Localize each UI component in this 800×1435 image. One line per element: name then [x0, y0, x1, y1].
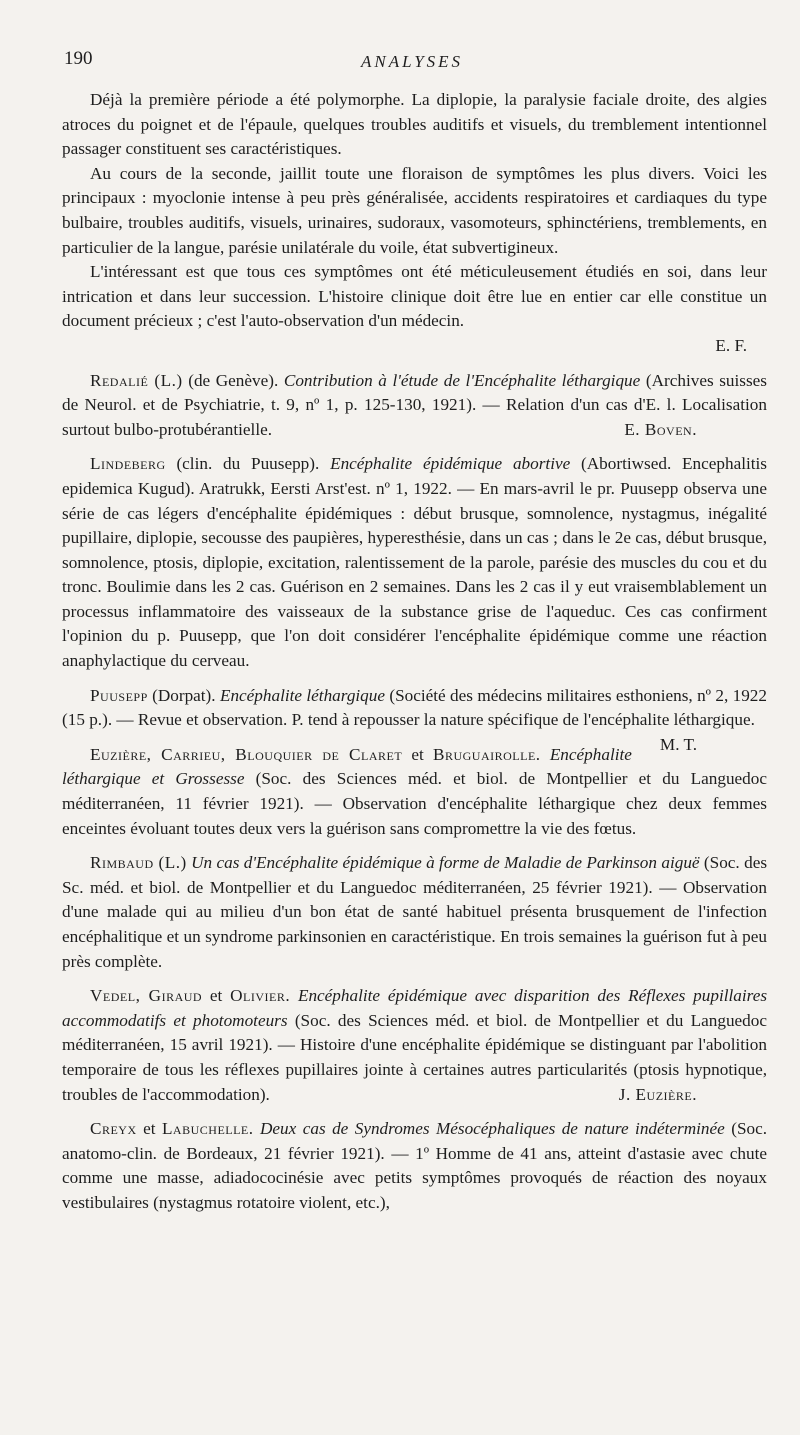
paragraph: Déjà la première période a été polymorphe. La diplopie, la paralysie faciale droite, des algies atroces du poignet et de l'épaule, quelques troubles auditifs et visuels, du tremblement intentionnel passager constituent ses caractéristiques.	[62, 90, 767, 159]
entry-signature: M. T.	[659, 734, 697, 754]
entry-author: Creyx	[90, 1119, 137, 1139]
entry-author: Rimbaud (L.)	[90, 853, 187, 873]
entry-pre: (clin. du Puusepp).	[165, 454, 331, 474]
entry-signature: J. Euzière.	[618, 1084, 697, 1104]
entry-pre: et	[136, 1119, 162, 1139]
entry-author: Euzière, Carrieu, Blouquier de Claret	[90, 744, 403, 764]
paragraph: Au cours de la seconde, jaillit toute une floraison de symptômes les plus divers. Voici les principaux : myoclonie intense à peu près généralisée, accidents respiratoires et cardiaques du type bulbaire, troubles auditifs, visuels, urinaires, sudoraux, vasomoteurs, sphinctériens, tremblements, en particulier de la langue, parésie unilatérale du voile, état subvertigineux.	[62, 163, 767, 257]
entry-author-2: Labuchelle.	[161, 1119, 254, 1139]
paragraph: L'intéressant est que tous ces symptômes ont été méticuleusement étudiés en soi, dans leur intrication et dans leur succession. L'histoire clinique doit être lue en entier car elle constitue un document précieux ; c'est l'auto-observation d'un médecin.	[62, 262, 767, 331]
entry-body: (Soc. anatomo-clin. de Bordeaux, 21 février 1921). — 1º Homme de 41 ans, atteint d'astasie avec chute comme une masse, adiadococinésie avec petits symptômes provoqués de réaction des noyaux vestibulaires (nystagmus rotatoire violent, etc.),	[62, 1119, 768, 1212]
entry-author: Vedel, Giraud	[90, 986, 203, 1006]
entry-title: Encéphalite épidémique avec disparition des Réflexes pupillaires accommodatifs et photomoteurs	[62, 986, 768, 1030]
entry-pre: et	[202, 986, 231, 1006]
running-title: ANALYSES	[360, 52, 464, 71]
entry-pre: (Dorpat).	[147, 685, 220, 705]
entry-body: (Soc. des Sciences méd. et biol. de Montpellier et du Languedoc méditerranéen, 15 avril 1921). — Histoire d'une encéphalite épidémique se distinguant par l'abolition temporaire de tous les réflexes pupillaires jointe à certaines autres particularités (ptosis hypnotique, troubles de l'accommodation).	[62, 1010, 767, 1104]
bibliographic-entry	[62, 743, 767, 841]
bibliographic-entry	[62, 984, 767, 1107]
entry-title: Contribution à l'étude de l'Encéphalite léthargique	[283, 370, 641, 390]
bibliographic-entry	[62, 1117, 767, 1215]
entry-title: Encéphalite léthargique	[219, 685, 386, 705]
bibliographic-entry	[62, 369, 767, 443]
entry-pre: et	[402, 744, 433, 764]
entry-body: (Archives suisses de Neurol. et de Psychiatrie, t. 9, nº 1, p. 125-130, 1921). — Relation d'un cas d'E. l. Localisation surtout bulbo-protubérantielle.	[62, 370, 767, 439]
entry-author: Puusepp	[90, 685, 148, 705]
page-body	[62, 88, 767, 1216]
entry-title: Encéphalite épidémique abortive	[330, 454, 571, 474]
entry-author-2: Bruguairolle.	[433, 744, 541, 764]
entry-body: (Soc. des Sciences méd. et biol. de Montpellier et du Languedoc méditerranéen, 11 février 1921). — Observation d'encéphalite léthargique chez deux femmes enceintes évoluant toutes deux vers la guérison sans compromettre la vie des fœtus.	[62, 769, 767, 838]
signature: E. F.	[715, 335, 747, 355]
entry-body: (Abortiwsed. Encephalitis epidemica Kugud). Aratrukk, Eersti Arst'est. nº 1, 1922. — En mars-avril le pr. Puusepp observa une série de cas légers d'encéphalite épidémiques : début brusque, somnolence, nystagmus, inégalité pupillaire, diplopie, secousse des paupières, hyperesthésie, dans un cas ; dans le 2e cas, début brusque, somnolence, ptosis, diplopie, excitation, ralentissement de la parole, parésie des muscles du cou et du tronc. Boulimie dans les 2 cas. Guérison en 2 semaines. Dans les 2 cas il y eut vraisemblablement un processus inflammatoire des vaisseaux de la substance grise de l'aqueduc. Ces cas confirment l'opinion du p. Puusepp, que l'on doit considérer l'encéphalite épidémique comme une réaction anaphylactique du cerveau.	[62, 454, 767, 671]
bibliographic-entry	[62, 851, 767, 974]
entry-title: Encéphalite léthargique et Grossesse	[62, 744, 632, 789]
entry-author-2: Olivier.	[230, 986, 291, 1006]
entry-pre: (de Genève).	[182, 370, 284, 390]
entry-body: (Société des médecins militaires esthoniens, nº 2, 1922 (15 p.). — Revue et observation. P. tend à repousser la nature spécifique de l'encéphalite léthargique.	[62, 685, 767, 730]
entry-title: Un cas d'Encéphalite épidémique à forme de Maladie de Parkinson aiguë	[191, 853, 700, 873]
entry-signature: E. Boven.	[624, 419, 697, 439]
entry-author: Lindeberg	[90, 454, 166, 474]
entry-body: (Soc. des Sc. méd. et biol. de Montpellier et du Languedoc méditerranéen, 25 février 1921). — Observation d'une malade qui au milieu d'un bon état de santé habituel présenta brusquement de l'infection encéphalitique et un syndrome parkinsonien en caractéristique. En trois semaines la guérison fut à peu près complète.	[62, 853, 768, 971]
entry-author: Redalié (L.)	[90, 370, 183, 390]
entry-title: Deux cas de Syndromes Mésocéphaliques de nature indéterminée	[260, 1119, 725, 1139]
bibliographic-entry	[62, 452, 767, 673]
page-number: 190	[64, 48, 93, 69]
page-header	[64, 44, 760, 74]
